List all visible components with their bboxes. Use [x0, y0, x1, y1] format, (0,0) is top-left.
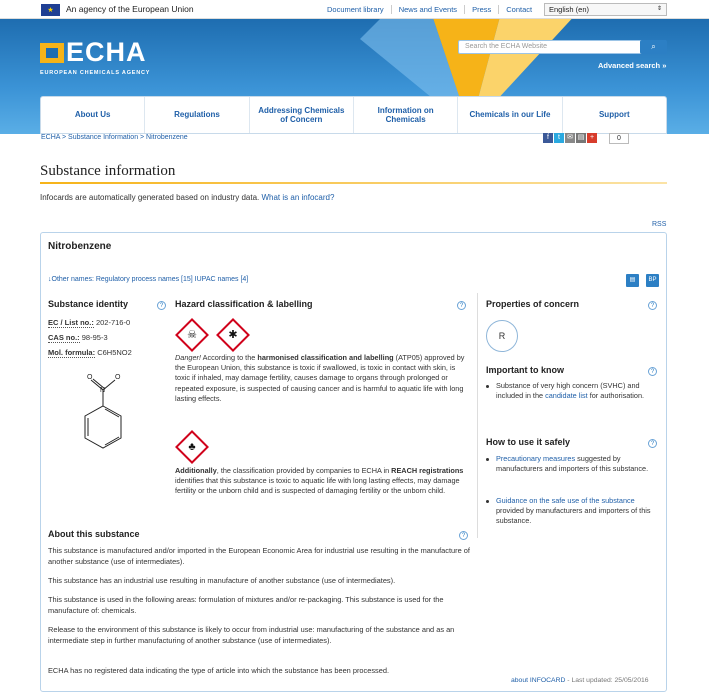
breadcrumb[interactable]: ECHA > Substance Information > Nitrobenzene	[41, 134, 188, 141]
ec-label: EC / List no.:	[48, 318, 94, 327]
echa-logo[interactable]	[40, 37, 150, 76]
ghs-toxic-pictogram	[175, 318, 209, 352]
nav-regulations[interactable]: Regulations	[144, 97, 248, 133]
hazard-text-part: (ATP05) approved by the European Union, this substance is toxic if swallowed, is toxic in contact with skin, is toxic if inhaled, may damage fertility, causes damage to organs through prolonged or repeated exposure, is suspected of causing cancer and is harmful to aquatic life with long lasting effects.	[175, 353, 465, 403]
print-icon[interactable]: ▤	[577, 134, 585, 141]
eu-flag-icon: ★	[41, 4, 60, 16]
safe-use-heading: How to use it safely	[486, 437, 571, 447]
rss-link[interactable]: RSS	[652, 221, 667, 228]
top-bar	[0, 0, 709, 19]
search-input[interactable]: Search the ECHA Website	[458, 40, 666, 54]
help-icon[interactable]: ?	[157, 301, 166, 310]
help-icon[interactable]: ?	[648, 367, 657, 376]
logo-subtitle: EUROPEAN CHEMICALS AGENCY	[40, 70, 151, 76]
about-heading: About this substance	[48, 529, 140, 539]
about-paragraph: This substance is used in the following areas: formulation of mixtures and/or re-packaging. This substance is used for the manufacture of: chemicals.	[48, 595, 444, 615]
formula-label: Mol. formula:	[48, 348, 96, 357]
about-paragraph: ECHA has no registered data indicating the type of article into which the substance has been processed.	[48, 666, 389, 675]
share-count: 0	[609, 133, 629, 144]
nav-chemicals-in-our-life[interactable]: Chemicals in our Life	[457, 97, 561, 133]
precautionary-measures-link[interactable]: Precautionary measures	[496, 454, 576, 463]
nav-support[interactable]: Support	[562, 97, 666, 133]
cas-label: CAS no.:	[48, 333, 80, 342]
nav-addressing-chemicals[interactable]: Addressing Chemicals of Concern	[249, 97, 353, 133]
hazard-statement	[175, 353, 465, 404]
language-value: English (en)	[549, 5, 590, 14]
link-press[interactable]: Press	[464, 5, 498, 14]
cas-row	[48, 333, 168, 342]
intro-sentence: Infocards are automatically generated based on industry data.	[40, 193, 260, 202]
safe-use-guidance-link[interactable]: Guidance on the safe use of the substance	[496, 496, 635, 505]
health-hazard-icon: ✱	[228, 329, 238, 341]
hazard-text-part: According to the	[200, 353, 258, 362]
addthis-icon[interactable]: +	[587, 133, 597, 143]
about-infocard-link[interactable]: about INFOCARD	[511, 677, 566, 684]
svg-text:O: O	[115, 374, 121, 381]
help-icon[interactable]: ?	[459, 531, 468, 540]
formula-value: C6H5NO2	[97, 348, 132, 357]
brief-profile-icon[interactable]: BP	[646, 274, 659, 287]
safe-use-item	[486, 496, 656, 527]
molecule-structure-image	[63, 368, 143, 458]
link-contact[interactable]: Contact	[498, 5, 539, 14]
main-nav	[40, 96, 667, 134]
svhc-text: Substance of very high concern (SVHC) and included in the	[496, 381, 640, 401]
svg-text:O: O	[87, 374, 93, 381]
identity-fields	[48, 318, 168, 363]
email-icon[interactable]: ✉	[565, 133, 575, 143]
safe-use-item	[486, 454, 656, 474]
page-title: Substance information	[40, 163, 176, 179]
help-icon[interactable]: ?	[648, 301, 657, 310]
properties-heading: Properties of concern	[486, 299, 580, 309]
print-icon[interactable]: ▤	[626, 274, 639, 287]
skull-icon: ☠	[187, 329, 197, 341]
agency-label: An agency of the European Union	[66, 4, 194, 14]
help-icon[interactable]: ?	[648, 439, 657, 448]
infocard	[40, 232, 667, 692]
share-buttons	[543, 133, 597, 143]
formula-row	[48, 348, 168, 357]
echa-logo-mark-icon	[40, 43, 64, 63]
svg-text:N: N	[100, 387, 106, 394]
other-names-toggle[interactable]: ↓Other names: Regulatory process names [15] IUPAC names [4]	[48, 276, 249, 283]
top-links	[320, 5, 539, 14]
reach-label: REACH registrations	[391, 466, 464, 475]
last-updated: - Last updated: 25/05/2016	[565, 677, 649, 684]
ghs-environment-pictogram	[175, 430, 209, 464]
important-heading: Important to know	[486, 365, 564, 375]
select-arrows-icon: ⇕	[656, 6, 662, 12]
hazard-heading: Hazard classification & labelling	[175, 299, 313, 309]
safe-use-text: provided by manufacturers and importers of this substance.	[496, 506, 651, 526]
danger-word: Danger!	[175, 353, 201, 362]
link-news-events[interactable]: News and Events	[391, 5, 464, 14]
hazard-text-bold: harmonised classification and labelling	[257, 353, 394, 362]
svhc-note	[486, 381, 656, 401]
candidate-list-link[interactable]: candidate list	[545, 391, 588, 401]
title-underline	[40, 182, 667, 184]
property-badge[interactable]: R	[486, 320, 518, 352]
additional-text-part: , the classification provided by companies to ECHA in	[216, 466, 392, 475]
intro-text	[40, 193, 334, 202]
infocard-help-link[interactable]: What is an infocard?	[261, 193, 335, 202]
svhc-text-end: for authorisation.	[587, 391, 645, 401]
substance-name: Nitrobenzene	[48, 241, 112, 252]
nav-information-on-chemicals[interactable]: Information on Chemicals	[353, 97, 457, 133]
facebook-icon[interactable]: f	[543, 133, 553, 143]
help-icon[interactable]: ?	[457, 301, 466, 310]
twitter-icon[interactable]: t	[554, 133, 564, 143]
link-document-library[interactable]: Document library	[327, 5, 384, 14]
dead-tree-fish-icon: ♣	[188, 441, 196, 453]
ec-row	[48, 318, 168, 327]
search-button[interactable]	[640, 40, 667, 54]
nav-about-us[interactable]: About Us	[74, 110, 111, 120]
infocard-footer	[511, 677, 649, 684]
logo-word: ECHA	[66, 37, 147, 67]
about-paragraph: This substance is manufactured and/or imported in the European Economic Area for industrial use resulting in the manufacture of another substance (use of intermediates).	[48, 546, 470, 566]
additional-hazard-statement	[175, 466, 465, 497]
search-icon: ⌕	[651, 42, 656, 51]
header-banner	[0, 19, 709, 134]
language-select[interactable]	[544, 3, 667, 16]
ec-value: 202-716-0	[95, 318, 131, 327]
about-paragraph: Release to the environment of this substance is likely to occur from industrial use: manufacturing of the substance and as an intermediate step in further manufacturing of another substance (use of intermediates).	[48, 625, 455, 645]
additional-text-part: identifies that this substance is toxic to aquatic life with long lasting effects, may damage fertility or the unborn child and is suspected of damaging fertility or the unborn child.	[175, 476, 460, 496]
identity-heading: Substance identity	[48, 299, 129, 309]
card-tools	[626, 274, 659, 287]
ghs-health-hazard-pictogram	[216, 318, 250, 352]
advanced-search-link[interactable]: Advanced search »	[598, 61, 667, 70]
cas-value: 98-95-3	[81, 333, 108, 342]
column-divider	[477, 293, 478, 538]
about-paragraph: This substance has an industrial use resulting in manufacture of another substance (use of intermediates).	[48, 576, 396, 585]
additionally-label: Additionally	[175, 466, 217, 475]
safe-use-text: suggested by manufacturers and importers of this substance.	[496, 454, 649, 474]
